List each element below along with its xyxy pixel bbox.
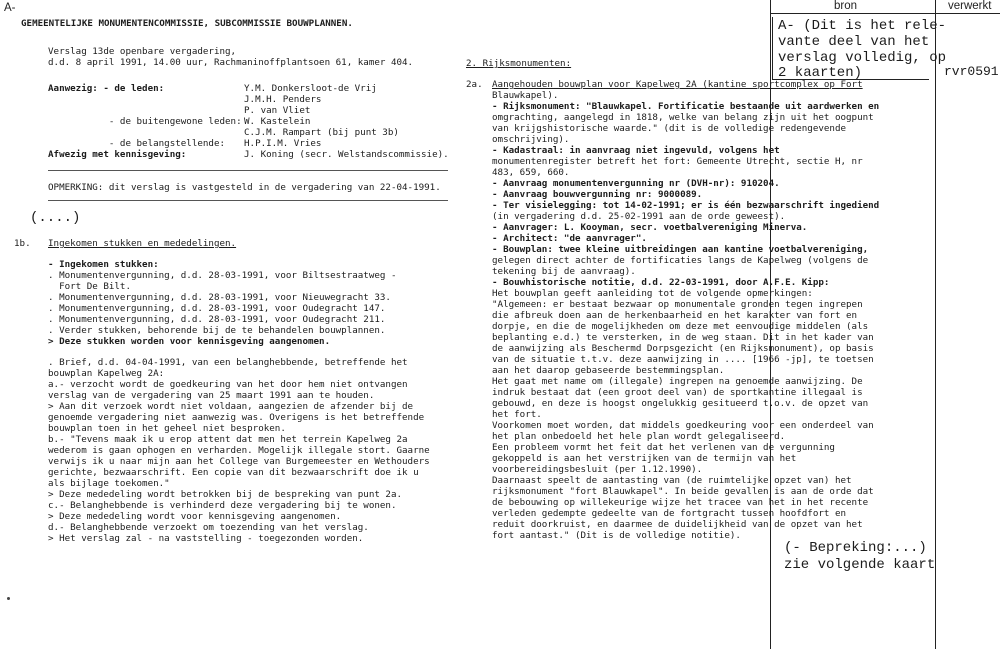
left-line: . Monumentenvergunning, d.d. 28-03-1991, voor Oudegracht 211. bbox=[48, 314, 386, 325]
right-line: gekoppeld is aan het verstrijken van de termijn van het bbox=[492, 453, 797, 464]
right-line: beplanting e.d.) te versterken, in de weg staan. Dit in het kader van bbox=[492, 332, 874, 343]
left-line: . Monumentenvergunning, d.d. 28-03-1991, voor Nieuwegracht 33. bbox=[48, 292, 391, 303]
right-line: de aanwijzing als Beschermd Dorpsgezicht (en Rijksmonument), op basis bbox=[492, 343, 874, 354]
left-line: bouwplan toen in het geheel niet besproken. bbox=[48, 423, 286, 434]
right-line: dorpje, en die de mogelijkheden om deze met eenvoudige middelen (als bbox=[492, 321, 869, 332]
right-line: van de situatie t.t.v. deze aanwijzing in .... [1966 -jp], te toetsen bbox=[492, 354, 874, 365]
section-rule bbox=[48, 200, 448, 201]
section-heading: Ingekomen stukken en mededelingen. bbox=[48, 238, 237, 249]
left-line: d.- Belanghebbende verzoekt om toezending van het verslag. bbox=[48, 522, 369, 533]
present-members-label: Aanwezig: - de leden: bbox=[48, 83, 165, 94]
right-line: "Algemeen: er bestaat bezwaar op monumentale gronden tegen ingrepen bbox=[492, 299, 863, 310]
stamp-note-box bbox=[772, 17, 947, 81]
stamp-note-line: verslag volledig, op bbox=[778, 50, 947, 66]
attendee: J.M.H. Penders bbox=[244, 94, 322, 105]
left-line: Fort De Bilt. bbox=[48, 281, 131, 292]
left-line: > Het verslag zal - na vaststelling - toegezonden worden. bbox=[48, 533, 364, 544]
right-line: fort aantast." (Dit is de volledige notitie). bbox=[492, 530, 741, 541]
right-line: omschrijving). bbox=[492, 134, 570, 145]
right-line: Een probleem vormt het feit dat het verlenen van de vergunning bbox=[492, 442, 835, 453]
right-line: - Aanvraag monumentenvergunning nr (DVH-nr): 910204. bbox=[492, 178, 780, 189]
attendee: Y.M. Donkersloot-de Vrij bbox=[244, 83, 377, 94]
left-line: bouwplan Kapelweg 2A: bbox=[48, 368, 165, 379]
left-line: . Verder stukken, behorende bij de te behandelen bouwplannen. bbox=[48, 325, 386, 336]
right-line: (in vergadering d.d. 25-02-1991 aan de orde geweest). bbox=[492, 211, 786, 222]
left-line: > Aan dit verzoek wordt niet voldaan, aangezien de afzender bij de bbox=[48, 401, 414, 412]
right-line: Het bouwplan geeft aanleiding tot de volgende opmerkingen: bbox=[492, 288, 813, 299]
left-line: verslag van de vergadering van 25 maart 1991 aan te houden. bbox=[48, 390, 375, 401]
left-line: als bijlage toekomen." bbox=[48, 478, 170, 489]
right-line: de bebouwing op willekeurige wijze het tracee van het in het recente bbox=[492, 497, 869, 508]
bespreking-note: zie volgende kaart bbox=[784, 557, 936, 573]
left-line: genoemde vergadering niet aanwezig was. Overigens is het betreffende bbox=[48, 412, 425, 423]
right-line: omgrachting, aangelegd in 1818, welke van belang zijn uit het oogpunt bbox=[492, 112, 874, 123]
right-line: die afbreuk doen aan de herkenbaarheid en het karakter van fort en bbox=[492, 310, 858, 321]
right-line: gelegen direct achter de fortificaties langs de Kapelweg (volgens de bbox=[492, 255, 869, 266]
left-line: verwijs ik u naar mijn aan het College van Burgemeester en Wethouders bbox=[48, 456, 430, 467]
extraordinary-members-label: - de buitengewone leden: bbox=[48, 116, 242, 127]
right-line: aan het daarop gebaseerde bestemmingsplan. bbox=[492, 365, 725, 376]
right-line: Het gaat met name om (illegale) ingrepen na genoemde aanwijzing. De bbox=[492, 376, 863, 387]
header-rule bbox=[770, 13, 1000, 14]
corner-label: A- bbox=[4, 2, 16, 14]
right-line: - Kadastraal: in aanvraag niet ingevuld, volgens het bbox=[492, 145, 780, 156]
ellipsis-note: (....) bbox=[30, 210, 81, 226]
left-line: . Monumentenvergunning, d.d. 28-03-1991, voor Oudegracht 147. bbox=[48, 303, 386, 314]
left-line: c.- Belanghebbende is verhinderd deze vergadering bij te wonen. bbox=[48, 500, 397, 511]
attendee: J. Koning (secr. Welstandscommissie). bbox=[244, 149, 449, 160]
left-line: > Deze mededeling wordt voor kennisgeving aangenomen. bbox=[48, 511, 342, 522]
right-line: - Aanvraag bouwvergunning nr: 9000089. bbox=[492, 189, 703, 200]
left-line: > Deze stukken worden voor kennisgeving aangenomen. bbox=[48, 336, 331, 347]
right-line: gebouwd, en deze is hoogst ongelukkig gesitueerd t.o.v. de opzet van bbox=[492, 398, 869, 409]
right-line: - Rijksmonument: "Blauwkapel. Fortificatie bestaande uit aardwerken en bbox=[492, 101, 880, 112]
right-line: reduit doorkruist, en daarmee de duidelijkheid van de opzet van het bbox=[492, 519, 863, 530]
right-line: rijksmonument "fort Blauwkapel". In beide gevallen is aan de orde dat bbox=[492, 486, 874, 497]
right-line: - Ter visielegging: tot 14-02-1991; er is één bezwaarschrift ingediend bbox=[492, 200, 880, 211]
left-line: wederom is gaan ophogen en verharden. Mogelijk illegale stort. Gaarne bbox=[48, 445, 430, 456]
right-line: 483, 659, 660. bbox=[492, 167, 570, 178]
attendee: C.J.M. Rampart (bij punt 3b) bbox=[244, 127, 399, 138]
side-code: rvr0591 bbox=[944, 64, 999, 79]
meeting-line: Verslag 13de openbare vergadering, bbox=[48, 46, 237, 57]
item-number: 1b. bbox=[14, 238, 31, 249]
right-line: Blauwkapel). bbox=[492, 90, 559, 101]
right-line: Daarnaast speelt de aantasting van (de ruimtelijke opzet van) het bbox=[492, 475, 852, 486]
meeting-line: d.d. 8 april 1991, 14.00 uur, Rachmaninoffplantsoen 61, kamer 404. bbox=[48, 57, 414, 68]
stamp-note-line: A- (Dit is het rele- bbox=[778, 18, 947, 34]
right-line: indruk bestaat dat (een groot deel van) de sportkantine illegaal is bbox=[492, 387, 863, 398]
stamp-note-line: vante deel van het bbox=[778, 34, 930, 50]
left-line: a.- verzocht wordt de goedkeuring van het door hem niet ontvangen bbox=[48, 379, 408, 390]
right-line: - Bouwhistorische notitie, d.d. 22-03-1991, door A.F.E. Kipp: bbox=[492, 277, 830, 288]
stamp-note-line: 2 kaarten) bbox=[778, 65, 863, 81]
left-line: - Ingekomen stukken: bbox=[48, 259, 159, 270]
right-heading-line: Aangehouden bouwplan voor Kapelweg 2A (kantine sportcomplex op Fort bbox=[492, 79, 863, 90]
right-line: het plan onbedoeld het hele plan wordt gelegaliseerd. bbox=[492, 431, 786, 442]
right-line: voorbereidingsbesluit (per 1.12.1990). bbox=[492, 464, 703, 475]
verwerkt-header: verwerkt bbox=[948, 0, 992, 12]
interested-party-label: - de belangstellende: bbox=[48, 138, 226, 149]
attendee: W. Kastelein bbox=[244, 116, 311, 127]
right-line: van krijgshistorische waarde." (dit is de volledige redengevende bbox=[492, 123, 847, 134]
attendee: H.P.I.M. Vries bbox=[244, 138, 322, 149]
left-line: . Brief, d.d. 04-04-1991, van een belanghebbende, betreffende het bbox=[48, 357, 408, 368]
right-line: Voorkomen moet worden, dat middels goedkeuring voor een onderdeel van bbox=[492, 420, 874, 431]
remark-line: OPMERKING: dit verslag is vastgesteld in de vergadering van 22-04-1991. bbox=[48, 182, 441, 193]
absent-label: Afwezig met kennisgeving: bbox=[48, 149, 187, 160]
right-line: - Architect: "de aanvrager". bbox=[492, 233, 647, 244]
left-line: . Monumentenvergunning, d.d. 28-03-1991, voor Biltsestraatweg - bbox=[48, 270, 397, 281]
section-rule bbox=[48, 170, 448, 171]
right-line: monumentenregister betreft het fort: Gemeente Utrecht, sectie H, nr bbox=[492, 156, 863, 167]
bespreking-note: (- Bepreking:...) bbox=[784, 540, 927, 556]
attendee: P. van Vliet bbox=[244, 105, 311, 116]
left-line: b.- "Tevens maak ik u erop attent dat men het terrein Kapelweg 2a bbox=[48, 434, 408, 445]
right-line: verleden gedempte gedeelte van de fortgracht tussen hoofdfort en bbox=[492, 508, 847, 519]
left-line: gerichte, bezwaarschrift. Een copie van dit bezwaarschrift doe ik u bbox=[48, 467, 419, 478]
right-line: tekening bij de aanvraag). bbox=[492, 266, 636, 277]
item-number: 2a. bbox=[466, 79, 483, 90]
right-line: - Aanvrager: L. Kooyman, secr. voetbalvereniging Minerva. bbox=[492, 222, 808, 233]
ink-speck bbox=[7, 597, 10, 600]
left-line: > Deze mededeling wordt betrokken bij de bespreking van punt 2a. bbox=[48, 489, 403, 500]
bron-header: bron bbox=[834, 0, 858, 12]
document-title: GEMEENTELIJKE MONUMENTENCOMMISSIE, SUBCOMMISSIE BOUWPLANNEN. bbox=[21, 18, 353, 29]
right-line: het fort. bbox=[492, 409, 542, 420]
rijksmonumenten-heading: 2. Rijksmonumenten: bbox=[466, 58, 572, 69]
right-line: - Bouwplan: twee kleine uitbreidingen aan kantine voetbalvereniging, bbox=[492, 244, 869, 255]
column-divider-right bbox=[935, 0, 936, 649]
